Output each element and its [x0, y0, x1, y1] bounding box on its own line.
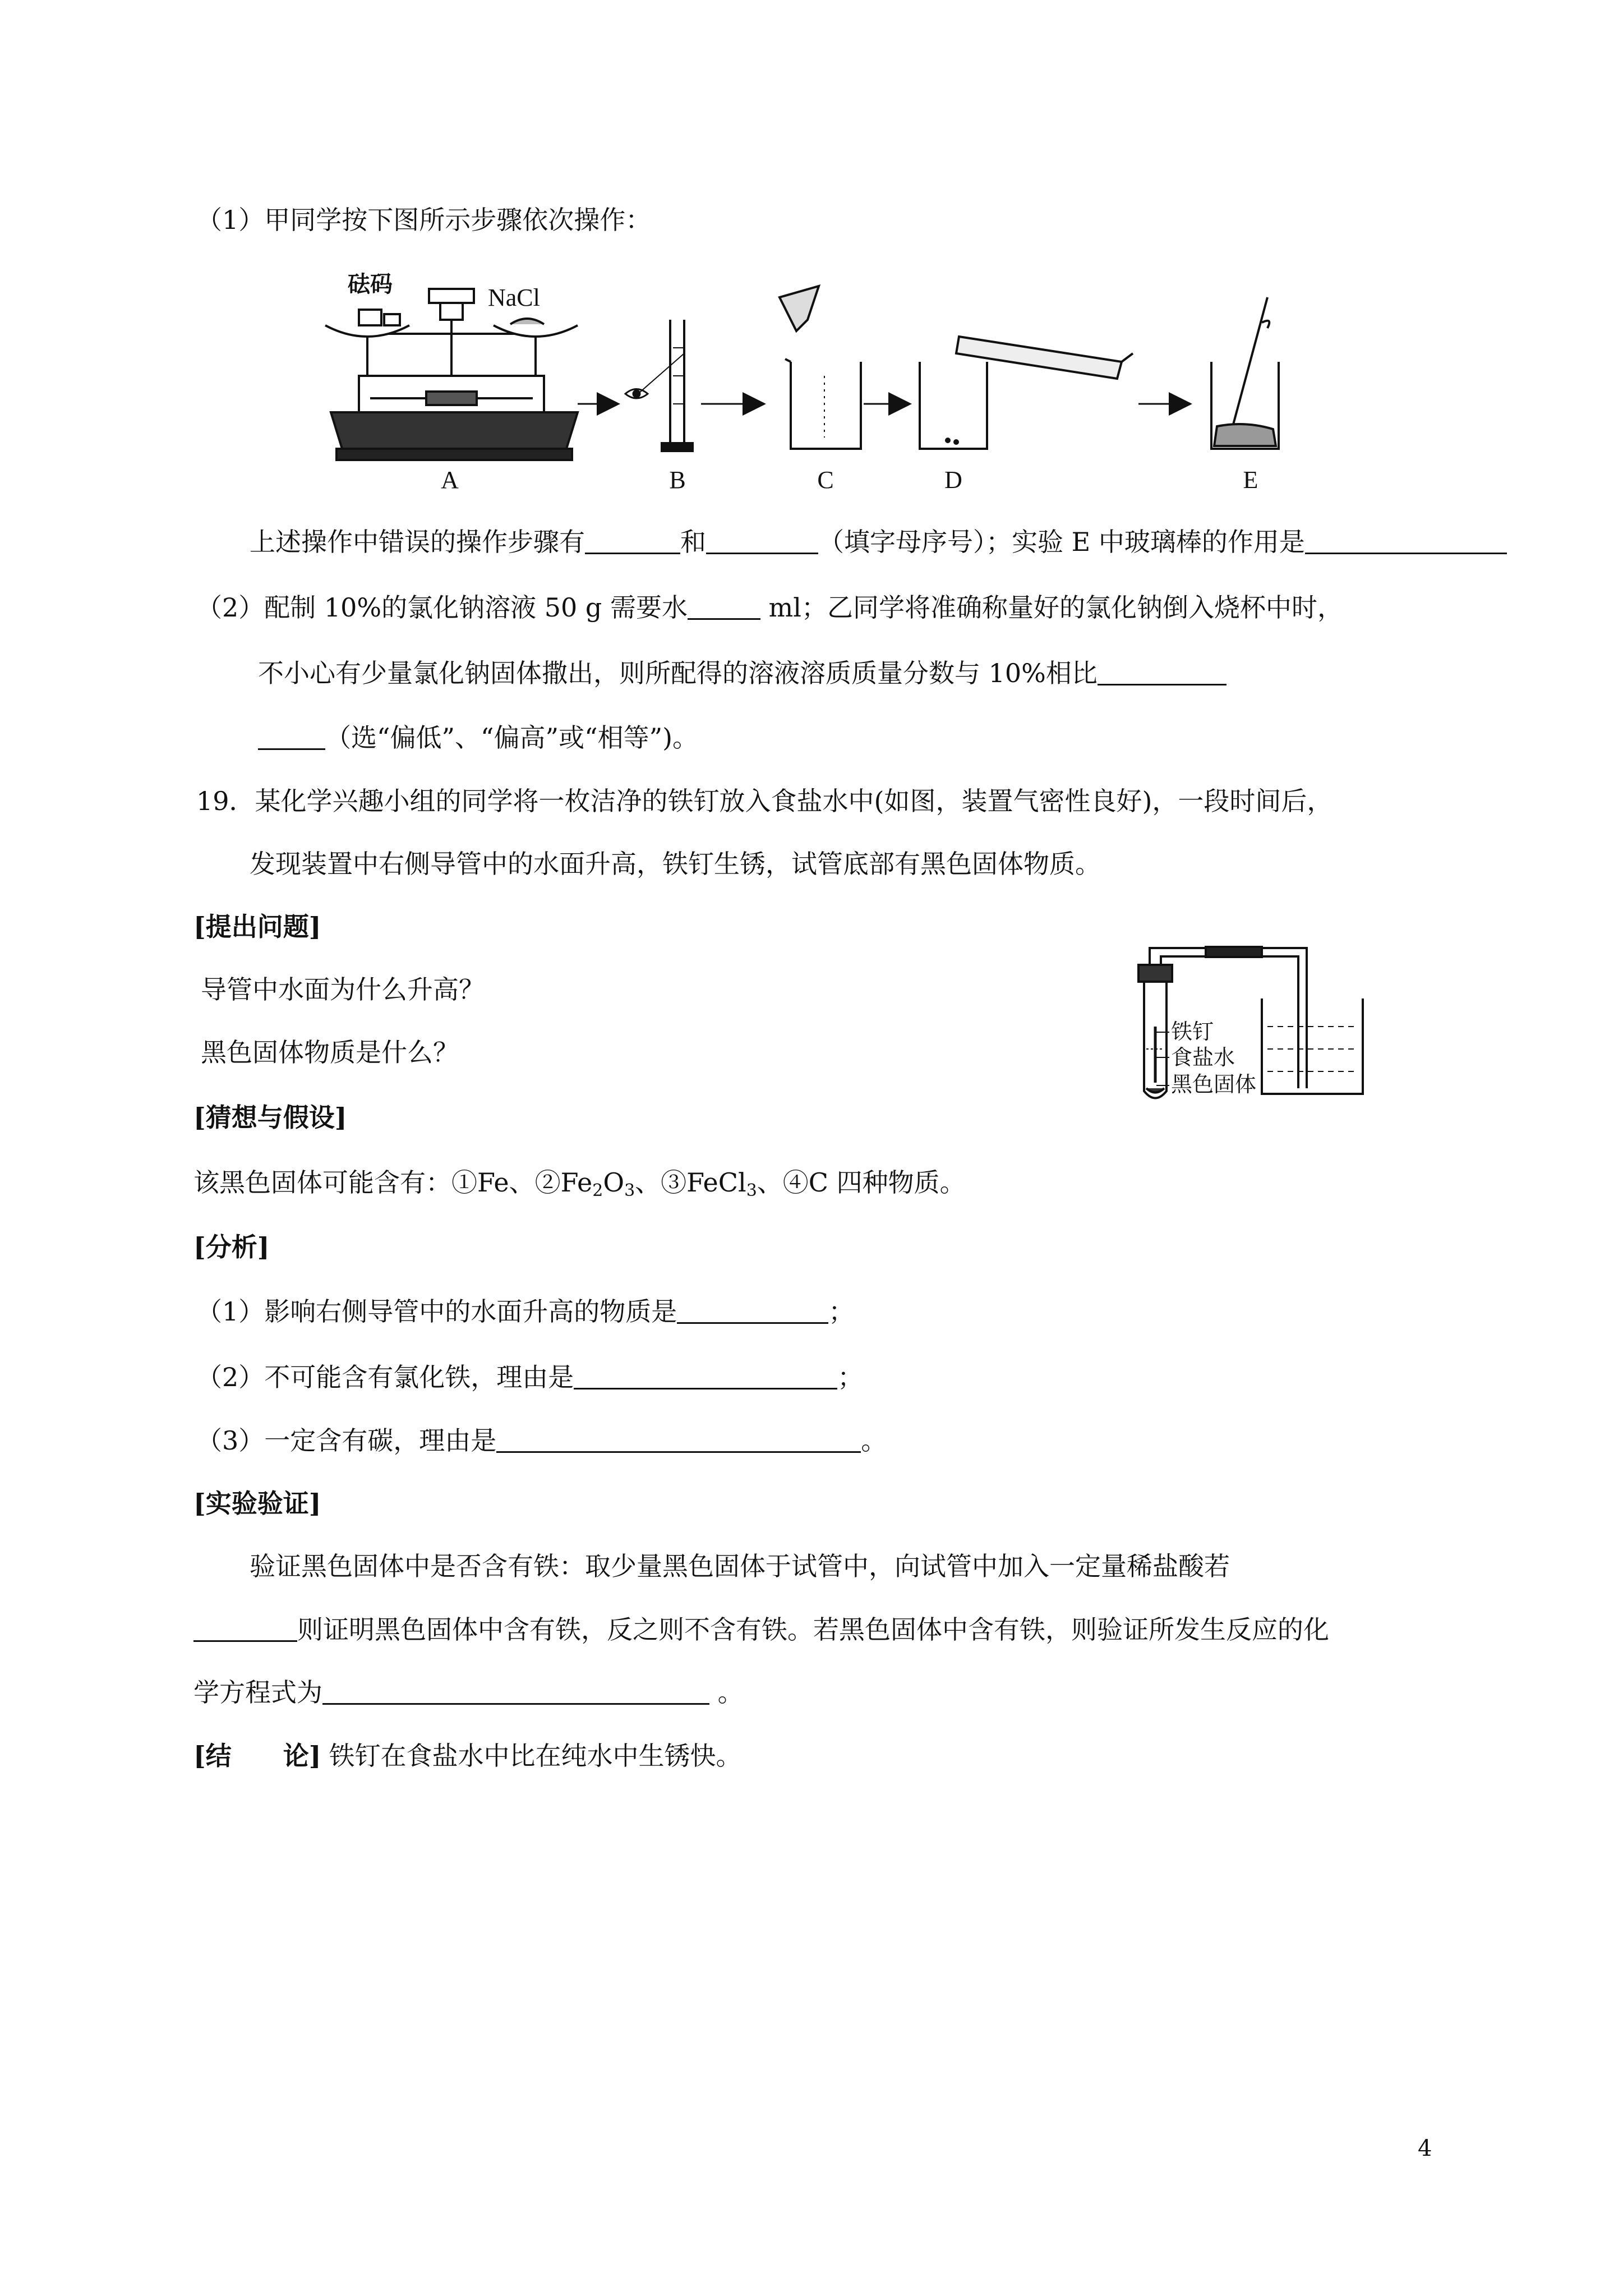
- beaker-stirring-icon: [1211, 297, 1279, 449]
- balance-icon: [325, 289, 578, 460]
- answer-blank-verify-observation[interactable]: [193, 1616, 297, 1642]
- hypothesis-text-b: O: [603, 1167, 625, 1198]
- answer-blank-water-volume[interactable]: [688, 593, 760, 620]
- hypothesis-text-d: 、④C 四种物质。: [757, 1167, 966, 1198]
- step-label-e: E: [1243, 466, 1258, 494]
- question-1: 导管中水面为什么升高？: [201, 974, 485, 1005]
- step-label-a: A: [441, 466, 459, 494]
- beaker-paper-icon: [780, 286, 861, 449]
- conclusion-text: 铁钉在食盐水中比在纯水中生锈快。: [329, 1741, 742, 1771]
- analysis-semicolon-1: ；: [828, 1296, 855, 1327]
- weights-label: 砝码: [348, 272, 393, 297]
- analysis-item-3: [196, 1424, 887, 1457]
- errors-and: 和: [680, 527, 706, 557]
- step-label-d: D: [944, 466, 962, 494]
- solution-preparation-diagram: [314, 264, 1295, 499]
- hypothesis-text-a: 该黑色固体可能含有：①Fe、②Fe: [193, 1167, 593, 1198]
- analysis-item-2: [196, 1360, 863, 1394]
- analysis-text-1: （1）影响右侧导管中的水面升高的物质是: [196, 1296, 677, 1327]
- graduated-cylinder-icon: [639, 320, 693, 451]
- verify-end: 。: [709, 1677, 744, 1708]
- errors-suffix: （填字母序号）；实验 E 中玻璃棒的作用是: [818, 527, 1305, 557]
- verify-line2: [193, 1613, 1329, 1646]
- label-salt-water: 食盐水: [1171, 1046, 1235, 1070]
- conclusion-line: [193, 1739, 742, 1773]
- heading-analysis: [分析]: [193, 1232, 270, 1262]
- verify-line3: [193, 1676, 744, 1709]
- eye-icon: [625, 389, 648, 399]
- analysis-text-3: （3）一定含有碳，理由是: [196, 1425, 497, 1456]
- analysis-semicolon-2: ；: [837, 1362, 864, 1392]
- verify-text-3: 学方程式为: [193, 1677, 322, 1708]
- answer-blank-equation[interactable]: [322, 1678, 709, 1705]
- label-iron-nail: 铁钉: [1171, 1020, 1214, 1044]
- beaker-icon: [1262, 999, 1363, 1094]
- nacl-label: NaCl: [488, 284, 540, 311]
- answer-blank-error-1[interactable]: [585, 528, 680, 554]
- answer-blank-concentration-2[interactable]: [258, 724, 325, 750]
- heading-conclusion: [结 论]: [193, 1741, 321, 1771]
- q18-part2-line3: [258, 721, 698, 754]
- verify-text-2: 则证明黑色固体中含有铁，反之则不含有铁。若黑色固体中含有铁，则验证所发生反应的化: [297, 1614, 1329, 1645]
- q18-errors-line: [250, 525, 1507, 559]
- heading-raise-question: [提出问题]: [193, 912, 321, 942]
- answer-blank-analysis-2[interactable]: [574, 1363, 837, 1389]
- part2-text-b: ml；乙同学将准确称量好的氯化钠倒入烧杯中时，: [760, 592, 1343, 623]
- answer-blank-analysis-3[interactable]: [496, 1427, 861, 1453]
- step-label-b: B: [669, 466, 686, 494]
- hypothesis-sub-2: 3: [624, 1181, 635, 1200]
- heading-hypothesis: [猜想与假设]: [193, 1102, 347, 1133]
- answer-blank-concentration-1[interactable]: [1098, 659, 1227, 685]
- q18-part1-intro: （1）甲同学按下图所示步骤依次操作：: [196, 205, 652, 235]
- q19-intro-line1: 19．某化学兴趣小组的同学将一枚洁净的铁钉放入食盐水中(如图，装置气密性良好)，一段时间后，: [196, 786, 1333, 816]
- verify-line1: 验证黑色固体中是否含有铁：取少量黑色固体于试管中，向试管中加入一定量稀盐酸若: [250, 1551, 1230, 1581]
- hypothesis-text-c: 、③FeCl: [635, 1167, 746, 1198]
- heading-verify: [实验验证]: [193, 1488, 321, 1519]
- part2-text-c: 不小心有少量氯化钠固体撒出，则所配得的溶液溶质质量分数与 10%相比: [258, 658, 1098, 688]
- label-black-solid: 黑色固体: [1171, 1073, 1257, 1097]
- step-label-c: C: [817, 466, 834, 494]
- beaker-cylinder-pouring-icon: [920, 337, 1133, 449]
- part2-text-d: （选“偏低”、“偏高”或“相等”)。: [325, 723, 699, 753]
- rust-apparatus-diagram: [1127, 942, 1391, 1105]
- errors-prefix: 上述操作中错误的操作步骤有: [250, 527, 585, 557]
- hypothesis-sub-3: 3: [746, 1181, 757, 1200]
- hypothesis-line: [193, 1166, 966, 1199]
- question-2: 黑色固体物质是什么？: [201, 1037, 459, 1068]
- answer-blank-rod-purpose[interactable]: [1305, 528, 1507, 554]
- analysis-text-2: （2）不可能含有氯化铁，理由是: [196, 1362, 574, 1392]
- q18-part2-line1: [196, 591, 1343, 624]
- hypothesis-sub-1: 2: [592, 1181, 603, 1200]
- page-number: 4: [1418, 2136, 1432, 2161]
- analysis-period-3: 。: [861, 1425, 887, 1456]
- q18-part2-line2: [258, 656, 1227, 690]
- q19-intro-line2: 发现装置中右侧导管中的水面升高，铁钉生锈，试管底部有黑色固体物质。: [250, 849, 1101, 879]
- answer-blank-error-2[interactable]: [706, 528, 818, 554]
- analysis-item-1: [196, 1295, 854, 1328]
- answer-blank-analysis-1[interactable]: [677, 1297, 828, 1324]
- part2-text-a: （2）配制 10%的氯化钠溶液 50 g 需要水: [196, 592, 688, 623]
